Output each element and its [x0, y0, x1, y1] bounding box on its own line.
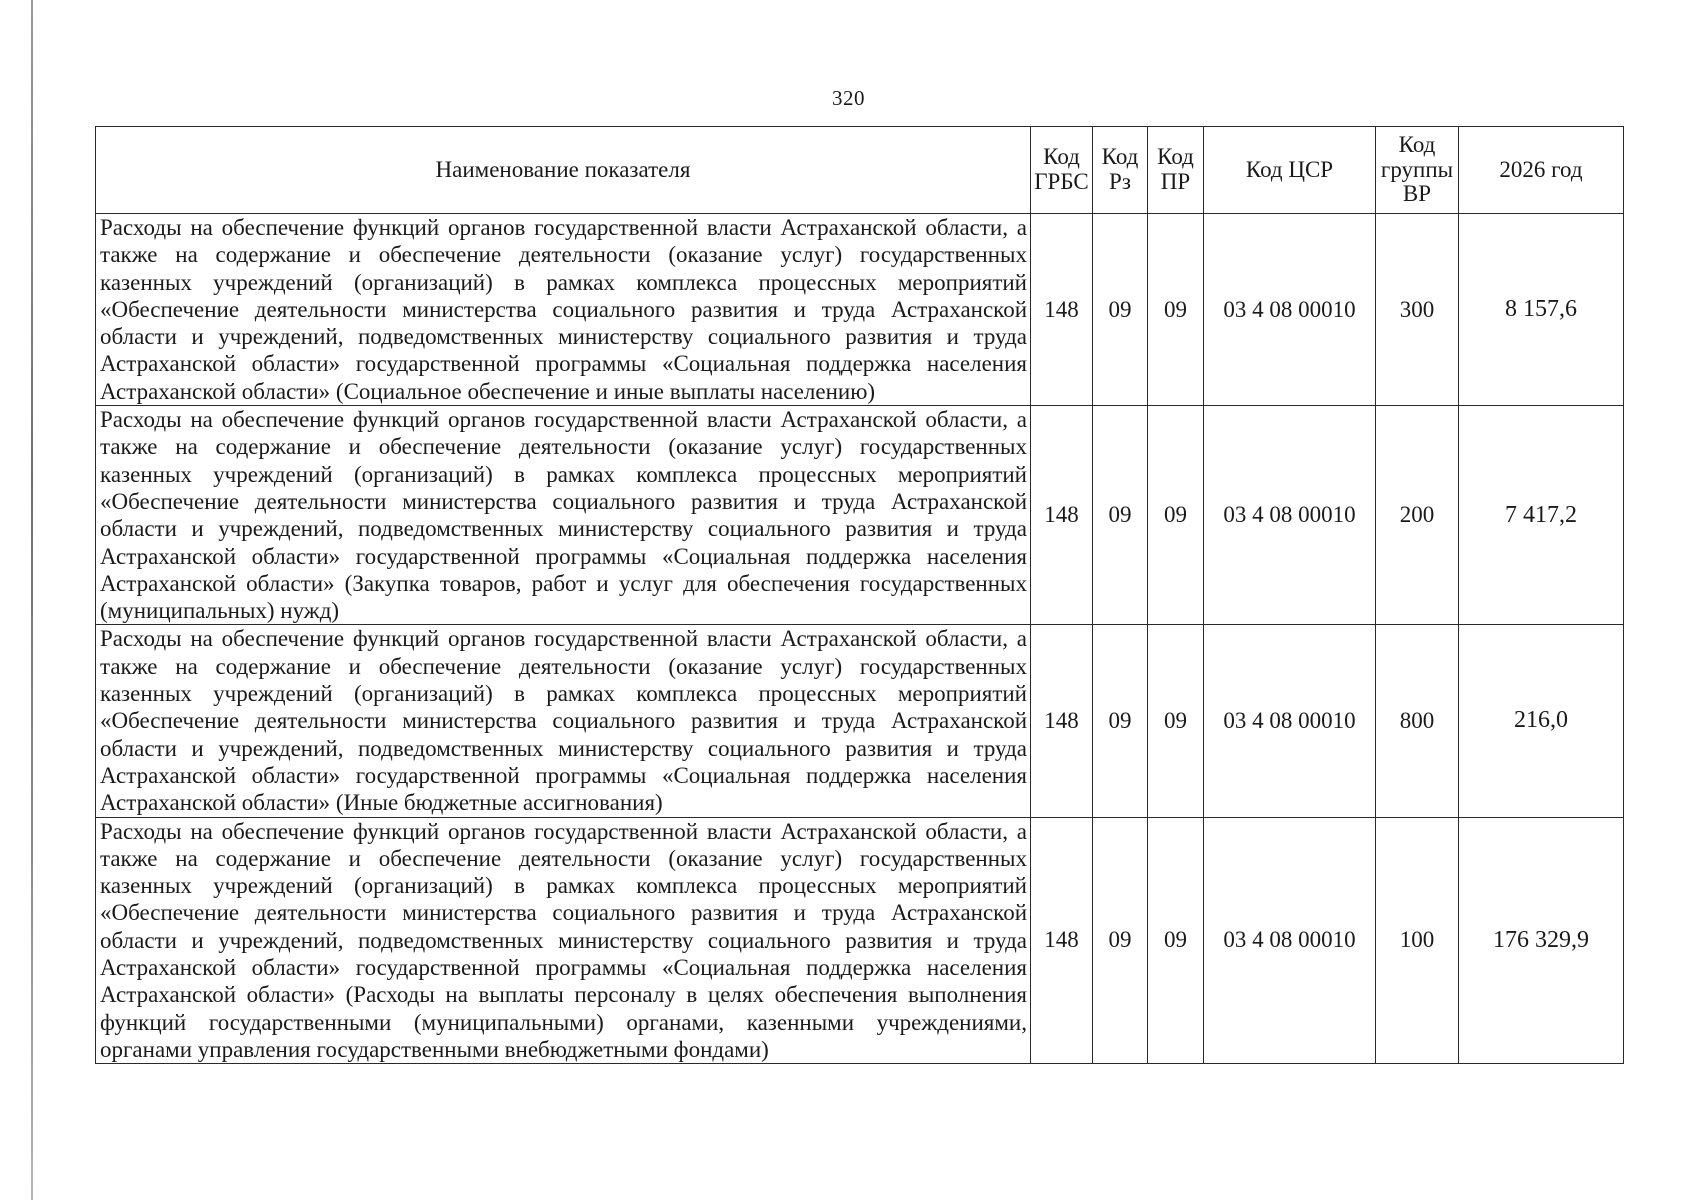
row-amount: 216,0 — [1459, 625, 1624, 817]
table-row — [96, 214, 1624, 406]
table-row — [96, 817, 1624, 1064]
row-pr: 09 — [1148, 625, 1204, 817]
header-pr: Код ПР — [1148, 127, 1204, 214]
row-vr: 300 — [1376, 214, 1459, 406]
row-amount: 8 157,6 — [1459, 214, 1624, 406]
header-csr: Код ЦСР — [1204, 127, 1376, 214]
row-vr: 800 — [1376, 625, 1459, 817]
row-grbs: 148 — [1031, 625, 1093, 817]
header-name: Наименование показателя — [96, 127, 1031, 214]
row-csr: 03 4 08 00010 — [1204, 214, 1376, 406]
row-pr: 09 — [1148, 214, 1204, 406]
header-year: 2026 год — [1459, 127, 1624, 214]
row-amount: 176 329,9 — [1459, 817, 1624, 1064]
budget-table — [95, 126, 1624, 1064]
row-pr: 09 — [1148, 817, 1204, 1064]
row-csr: 03 4 08 00010 — [1204, 625, 1376, 817]
row-grbs: 148 — [1031, 817, 1093, 1064]
row-rz: 09 — [1093, 214, 1148, 406]
table-row — [96, 406, 1624, 625]
row-amount: 7 417,2 — [1459, 406, 1624, 625]
row-pr: 09 — [1148, 406, 1204, 625]
table-row — [96, 625, 1624, 817]
row-grbs: 148 — [1031, 214, 1093, 406]
row-vr: 200 — [1376, 406, 1459, 625]
page-number: 320 — [832, 86, 865, 110]
row-name: Расходы на обеспечение функций органов государственной власти Астраханской области, а также на содержание и обеспечение деятельности (оказание услуг) государственных казенных учреждений (организаций) в рамках комплекса процессных мероприятий «Обеспечение деятельности министерства социального развития и труда Астраханской области и учреждений, подведомственных министерству социального развития и труда Астраханской области» государственной программы «Социальная поддержка населения Астраханской области» (Расходы на выплаты персоналу в целях обеспечения выполнения функций государственными (муниципальными) органами, казенными учреждениями, органами управления государственными внебюджетными фондами) — [96, 817, 1031, 1064]
header-rz: Код Рз — [1093, 127, 1148, 214]
header-grbs: Код ГРБС — [1031, 127, 1093, 214]
row-csr: 03 4 08 00010 — [1204, 406, 1376, 625]
row-csr: 03 4 08 00010 — [1204, 817, 1376, 1064]
row-grbs: 148 — [1031, 406, 1093, 625]
row-rz: 09 — [1093, 817, 1148, 1064]
row-name: Расходы на обеспечение функций органов государственной власти Астраханской области, а также на содержание и обеспечение деятельности (оказание услуг) государственных казенных учреждений (организаций) в рамках комплекса процессных мероприятий «Обеспечение деятельности министерства социального развития и труда Астраханской области и учреждений, подведомственных министерству социального развития и труда Астраханской области» государственной программы «Социальная поддержка населения Астраханской области» (Иные бюджетные ассигнования) — [96, 625, 1031, 817]
row-name: Расходы на обеспечение функций органов государственной власти Астраханской области, а также на содержание и обеспечение деятельности (оказание услуг) государственных казенных учреждений (организаций) в рамках комплекса процессных мероприятий «Обеспечение деятельности министерства социального развития и труда Астраханской области и учреждений, подведомственных министерству социального развития и труда Астраханской области» государственной программы «Социальная поддержка населения Астраханской области» (Социальное обеспечение и иные выплаты населению) — [96, 214, 1031, 406]
row-vr: 100 — [1376, 817, 1459, 1064]
table-header-row — [96, 127, 1624, 214]
row-rz: 09 — [1093, 406, 1148, 625]
row-rz: 09 — [1093, 625, 1148, 817]
row-name: Расходы на обеспечение функций органов государственной власти Астраханской области, а также на содержание и обеспечение деятельности (оказание услуг) государственных казенных учреждений (организаций) в рамках комплекса процессных мероприятий «Обеспечение деятельности министерства социального развития и труда Астраханской области и учреждений, подведомственных министерству социального развития и труда Астраханской области» государственной программы «Социальная поддержка населения Астраханской области» (Закупка товаров, работ и услуг для обеспечения государственных (муниципальных) нужд) — [96, 406, 1031, 625]
header-vr: Код группы ВР — [1376, 127, 1459, 214]
scan-binding-edge — [31, 0, 33, 1200]
